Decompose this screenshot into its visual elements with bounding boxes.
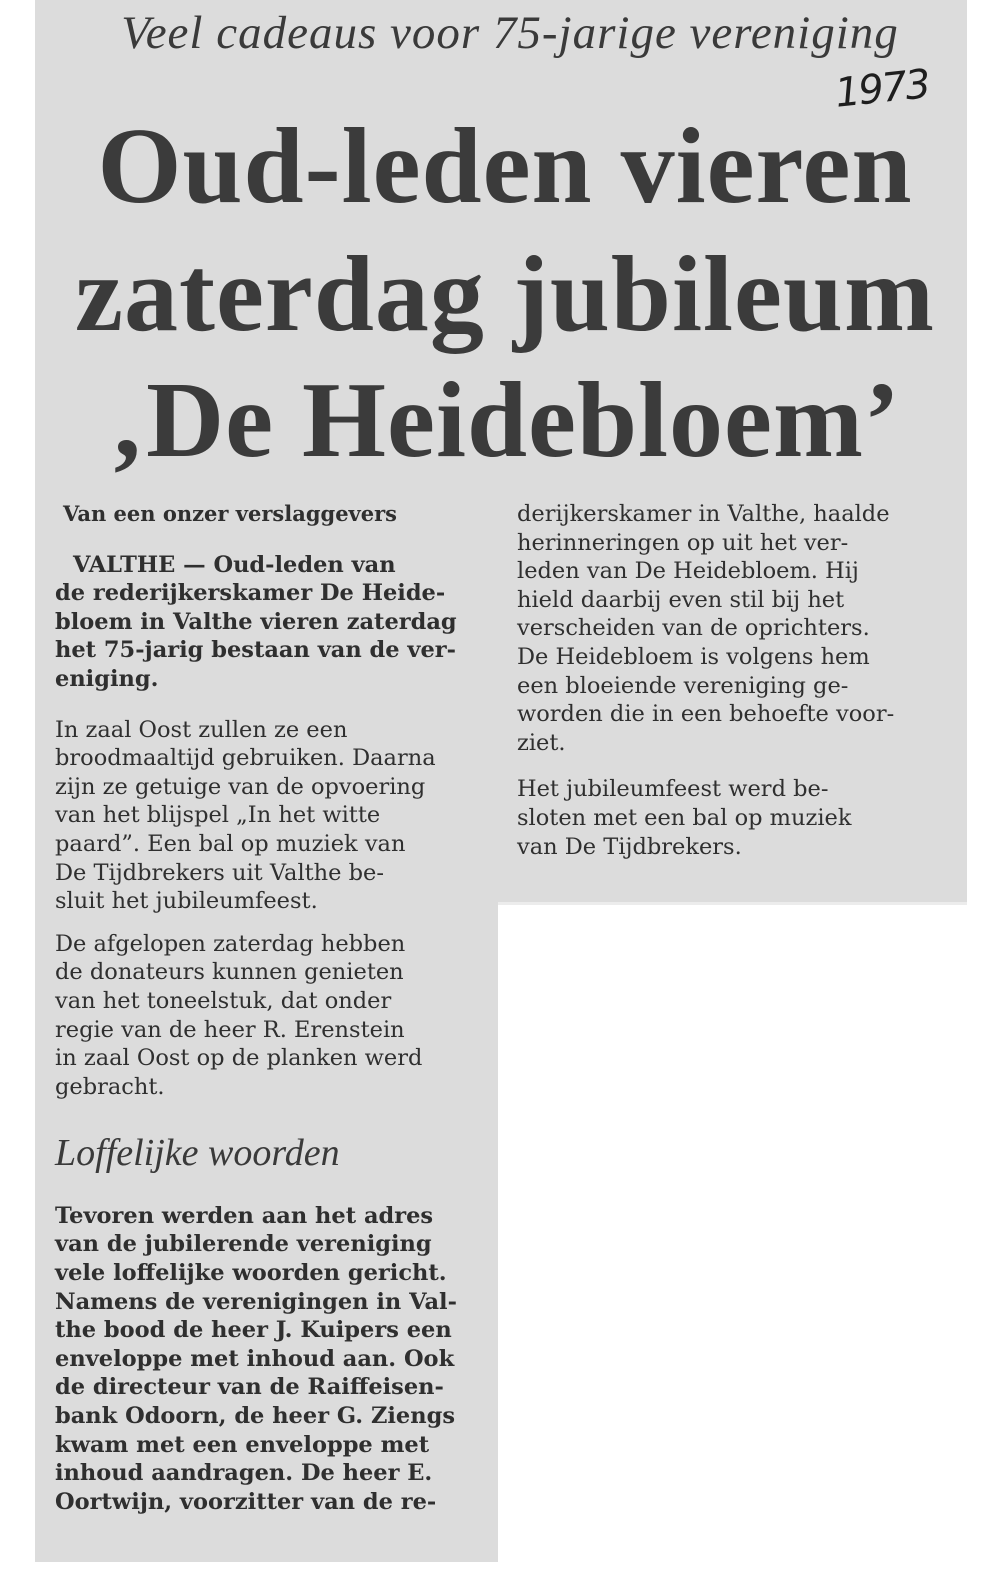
clipping-edge	[498, 902, 967, 905]
body-paragraph: In zaal Oost zullen ze een broodmaaltijd gebruiken. Daarna zijn ze getuige van de opvoering van het blijspel „In het witte paard”. Een bal op muziek van De Tijdbrekers uit Valthe be- sluit het jubileumfeest.	[55, 716, 436, 915]
lead-paragraph: VALTHE — Oud-leden van de rederijkerskamer De Heide- bloem in Valthe vieren zaterdag het 75-jarig bestaan van de ver- eniging.	[55, 551, 457, 692]
headline-line-1: Oud-leden vieren	[97, 107, 913, 226]
article-kicker: Veel cadeaus voor 75-jarige vereniging	[121, 7, 899, 59]
body-paragraph: derijkerskamer in Valthe, haalde herinneringen op uit het ver- leden van De Heidebloem. Hij hield daarbij even stil bij het verscheiden van de oprichters. De Heidebloem is volgens hem een bloeiende vereniging ge- worden die in een behoefte voor- ziet.	[517, 501, 895, 756]
handwritten-year: 1973	[832, 61, 931, 117]
headline-line-2: zaterdag jubileum	[75, 235, 935, 354]
section-subheading: Loffelijke woorden	[55, 1132, 340, 1175]
body-paragraph: De afgelopen zaterdag hebben de donateurs kunnen genieten van het toneelstuk, dat onder regie van de heer R. Erenstein in zaal Oost op de planken werd gebracht.	[55, 930, 423, 1100]
byline: Van een onzer verslaggevers	[63, 501, 398, 526]
headline-line-3: ‚De Heidebloem’	[109, 361, 901, 480]
article-column-right	[517, 500, 965, 875]
article-column-left	[55, 500, 480, 1530]
body-paragraph: Tevoren werden aan het adres van de jubilerende vereniging vele loffelijke woorden gericht. Namens de verenigingen in Val- the bood de heer J. Kuipers een enveloppe met inhoud aan. Ook de directeur van de Raiffeisen- bank Odoorn, de heer G. Ziengs kwam met een enveloppe met inhoud aandragen. De heer E. Oortwijn, voorzitter van de re-	[55, 1202, 457, 1515]
closing-paragraph: Het jubileumfeest werd be- sloten met een bal op muziek van De Tijdbrekers.	[517, 776, 852, 860]
